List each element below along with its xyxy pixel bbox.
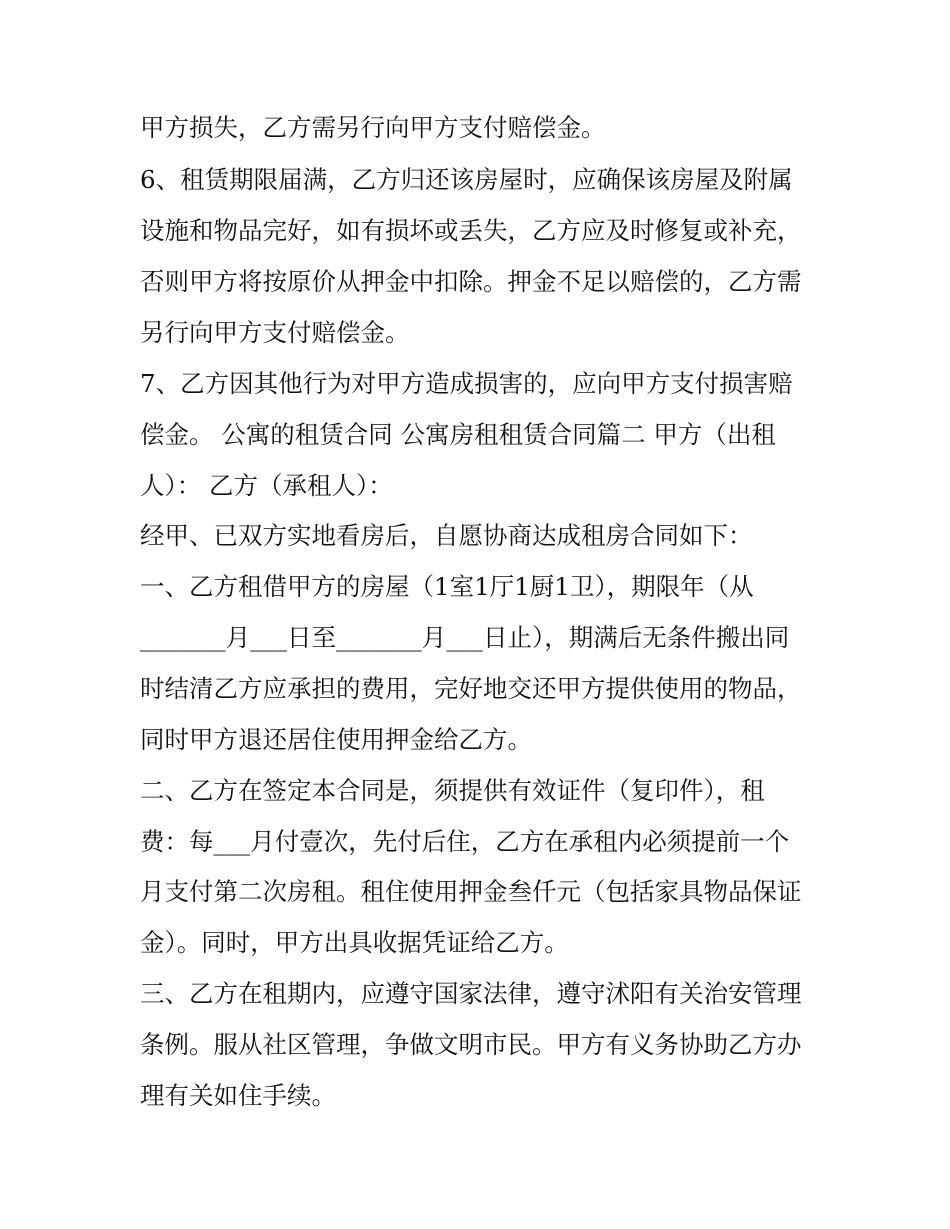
text-line: 条例。服从社区管理，争做文明市民。甲方有义务协助乙方办: [140, 1030, 802, 1059]
text-line: 月支付第二次房租。租住使用押金叁仟元（包括家具物品保证: [140, 877, 802, 906]
text-line: 时结清乙方应承担的费用，完好地交还甲方提供使用的物品，: [140, 674, 802, 703]
text-line: 经甲、已双方实地看房后，自愿协商达成租房合同如下：: [140, 521, 753, 550]
text-line: 否则甲方将按原价从押金中扣除。押金不足以赔偿的，乙方需: [140, 267, 802, 296]
text-line: 一、乙方租借甲方的房屋（1室1厅1厨1卫），期限年（从: [140, 572, 754, 601]
text-line: 同时甲方退还居住使用押金给乙方。: [140, 725, 532, 754]
text-line: 人）： 乙方（承租人）：: [140, 471, 393, 500]
text-line: 甲方损失，乙方需另行向甲方支付赔偿金。: [140, 113, 606, 142]
text-line: 设施和物品完好，如有损坏或丢失，乙方应及时修复或补充，: [140, 216, 802, 245]
text-line: 金）。同时，甲方出具收据凭证给乙方。: [140, 928, 569, 957]
text-line: 另行向甲方支付赔偿金。: [140, 318, 410, 347]
text-line: 理有关如住手续。: [140, 1081, 336, 1110]
text-line: 二、乙方在签定本合同是，须提供有效证件（复印件），租: [140, 776, 765, 805]
text-line: _______月___日至_______月___日止），期满后无条件搬出同: [140, 623, 790, 652]
text-line: 6、租赁期限届满，乙方归还该房屋时，应确保该房屋及附属: [140, 165, 793, 194]
text-line: 7、乙方因其他行为对甲方造成损害的，应向甲方支付损害赔: [140, 369, 793, 398]
text-line: 偿金。 公寓的租赁合同 公寓房租租赁合同篇二 甲方（出租: [140, 420, 776, 449]
text-line: 费：每___月付壹次，先付后住，乙方在承租内必须提前一个: [140, 827, 790, 856]
text-line: 三、乙方在租期内，应遵守国家法律，遵守沭阳有关治安管理: [140, 979, 802, 1008]
